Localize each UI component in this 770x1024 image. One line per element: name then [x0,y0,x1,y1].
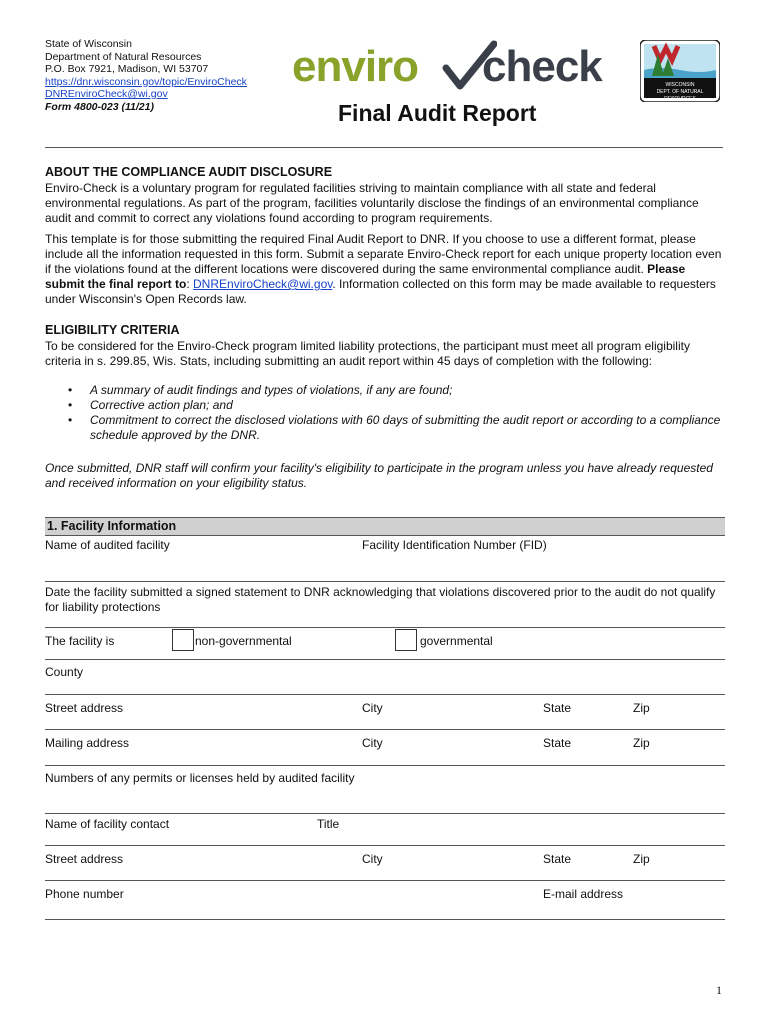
about-para-2-text: This template is for those submitting the required Final Audit Report to DNR. If you choose to use a different format, please include all the information requested in this form. Submit a separate Enviro-Check report for each unique property location even if the violations found at the different locations were discovered during the same environmental compliance audit. [45,232,722,276]
envirocheck-email-link[interactable]: DNREnviroCheck@wi.gov [45,88,168,100]
list-item: • Commitment to correct the disclosed violations with 60 days of submitting the audit report or according to a compliance schedule approved by the DNR. [90,413,730,443]
row-divider [45,880,725,881]
city-label: City [362,852,383,866]
about-para-2 [45,232,725,307]
agency-address [45,38,247,113]
agency-line: P.O. Box 7921, Madison, WI 53707 [45,63,209,75]
county-label: County [45,665,84,679]
fid-input[interactable] [362,552,722,580]
row-divider [45,694,725,695]
row-divider [45,813,725,814]
contact-street-label: Street address [45,852,124,866]
row-divider [45,659,725,660]
row-divider [45,729,725,730]
governmental-checkbox[interactable] [395,629,417,651]
dnr-logo-line2: DEPT. OF NATURAL RESOURCES [656,89,704,102]
mailing-address-label: Mailing address [45,736,130,750]
row-divider [45,919,725,920]
dnr-logo-line1: WISCONSIN [665,82,695,88]
facility-type-label: The facility is [45,634,115,648]
logo-enviro-text: enviro [292,42,419,91]
non-governmental-checkbox[interactable] [172,629,194,651]
about-para-2-bold: Please submit the final report to [45,262,686,291]
zip-label: Zip [633,701,650,715]
page-number: 1 [716,983,722,997]
about-heading: ABOUT THE COMPLIANCE AUDIT DISCLOSURE [45,165,333,179]
facility-name-input[interactable] [45,552,355,580]
row-divider [45,627,725,628]
date-statement-label: Date the facility submitted a signed statement to DNR acknowledging that violations discovered prior to the audit do not qualify for liability protections [45,585,716,614]
eligibility-note: Once submitted, DNR staff will confirm your facility's eligibility to participate in the program unless you have already requested and received information on your eligibility status. [45,461,713,490]
contact-title-label: Title [317,817,340,831]
contact-name-label: Name of facility contact [45,817,170,831]
about-para-1: Enviro-Check is a voluntary program for regulated facilities striving to maintain compliance with all state and federal environmental regulations. As part of the program, facilities voluntarily disclose the findings of an environmental compliance audit and commit to correct any violations found according to program requirements. [45,181,699,225]
header-divider [45,147,723,148]
dnr-logo [640,40,720,102]
page-title: Final Audit Report [338,100,537,126]
submit-email-link[interactable]: DNREnviroCheck@wi.gov [193,277,333,291]
agency-line: Department of Natural Resources [45,50,202,63]
county-input[interactable] [45,679,725,693]
governmental-label: governmental [420,634,493,648]
row-divider [45,581,725,582]
envirocheck-logo [292,40,602,96]
city-label: City [362,701,383,715]
zip-label: Zip [633,736,650,750]
envirocheck-web-link[interactable]: https://dnr.wisconsin.gov/topic/EnviroCheck [45,75,247,88]
agency-line: State of Wisconsin [45,38,132,50]
eligibility-bullet-list [45,383,730,443]
zip-label: Zip [633,852,650,866]
street-address-label: Street address [45,701,124,715]
facility-name-label: Name of audited facility [45,538,170,552]
email-label: E-mail address [543,887,624,901]
state-label: State [543,852,572,866]
row-divider [45,845,725,846]
dnr-logo-caption [644,82,716,103]
logo-check-text: check [482,42,602,91]
fid-label: Facility Identification Number (FID) [362,538,547,552]
section-title: 1. Facility Information [47,519,177,533]
about-para-2-tail: . Information collected on this form may be made available to requesters under Wisconsin's Open Records law. [45,277,716,306]
permits-label: Numbers of any permits or licenses held by audited facility [45,771,355,785]
row-divider [45,765,725,766]
list-item: • Corrective action plan; and [90,398,730,413]
phone-label: Phone number [45,887,124,901]
about-para-2-colon: : [186,277,194,291]
eligibility-heading: ELIGIBILITY CRITERIA [45,323,180,337]
form-number: Form 4800-023 (11/21) [45,100,154,113]
state-label: State [543,736,572,750]
non-governmental-label: non-governmental [195,634,292,648]
list-item: • A summary of audit findings and types of violations, if any are found; [90,383,730,398]
eligibility-intro: To be considered for the Enviro-Check program limited liability protections, the participant must meet all program eligibility criteria in s. 299.85, Wis. Stats, including submitting an audit report within 45 days of completion with the following: [45,339,690,368]
state-label: State [543,701,572,715]
city-label: City [362,736,383,750]
permits-input[interactable] [45,786,725,812]
